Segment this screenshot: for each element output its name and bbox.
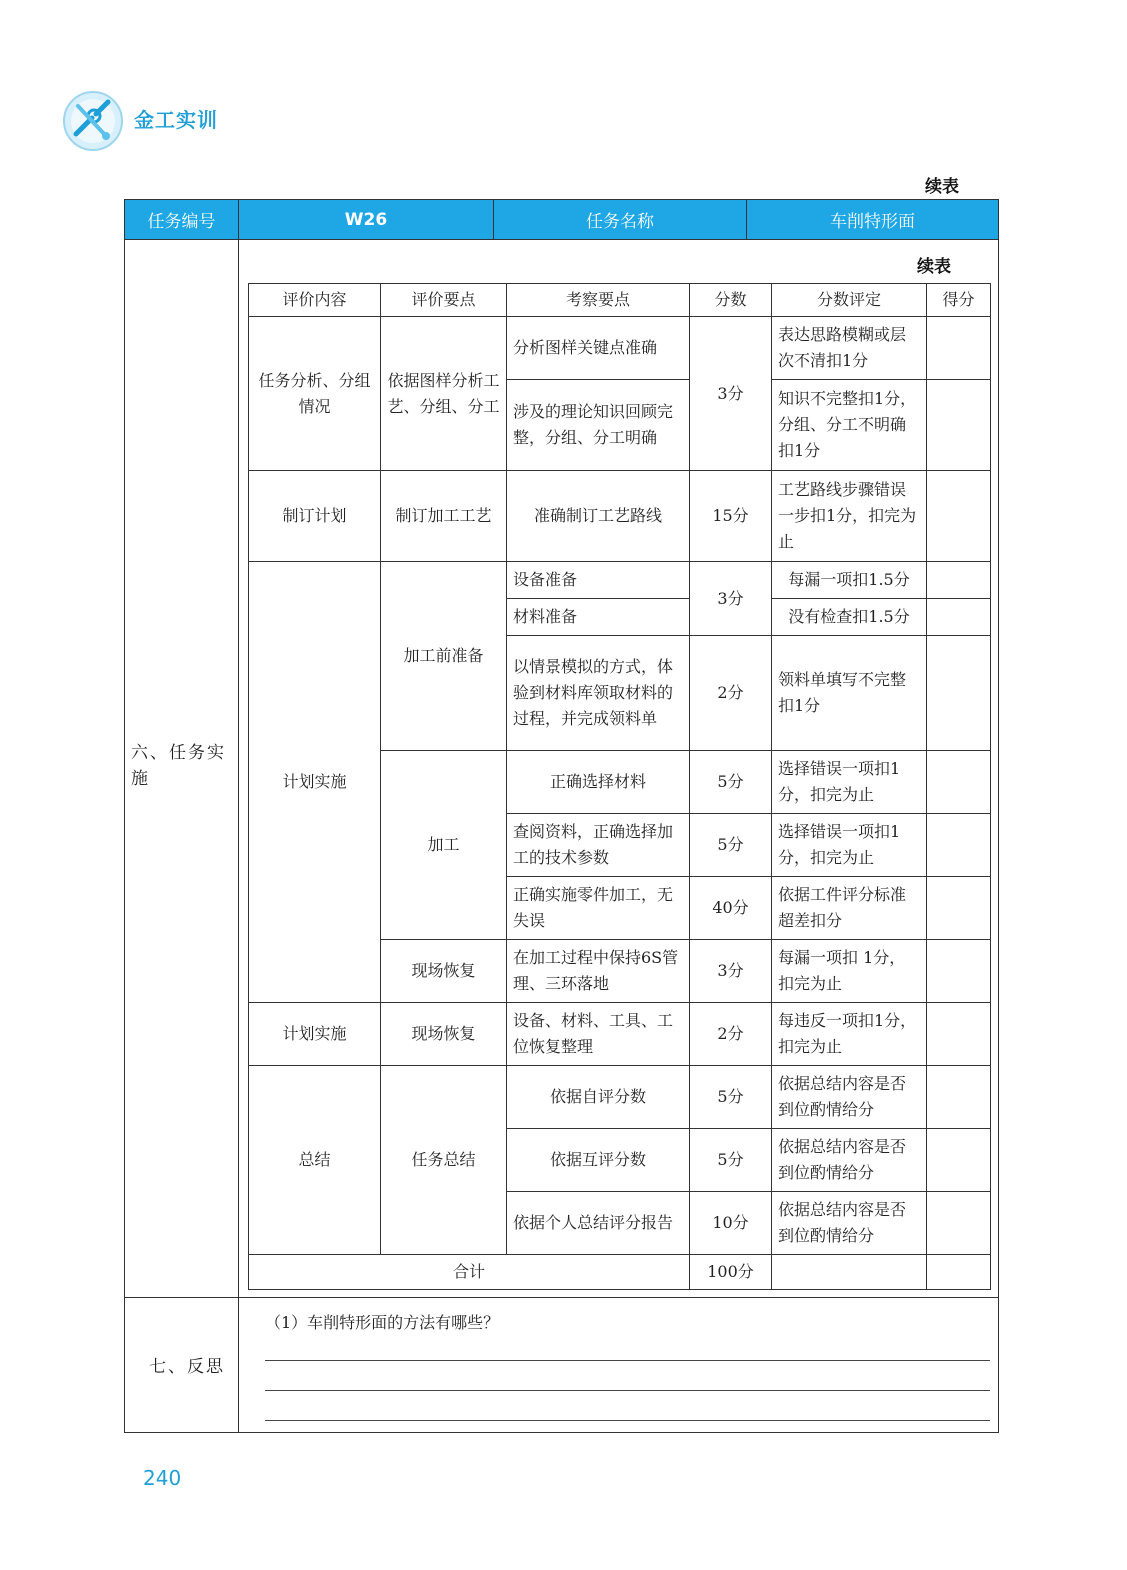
answer-line[interactable] bbox=[265, 1420, 990, 1421]
book-title: 金工实训 bbox=[134, 108, 218, 132]
check-point: 依据互评分数 bbox=[507, 1129, 690, 1192]
eval-point: 依据图样分析工艺、分组、分工 bbox=[381, 317, 507, 471]
score-rule: 选择错误一项扣1分，扣完为止 bbox=[772, 814, 927, 877]
score: 3分 bbox=[690, 940, 772, 1003]
answer-line[interactable] bbox=[265, 1390, 990, 1391]
eval-point: 制订加工工艺 bbox=[381, 471, 507, 562]
score: 2分 bbox=[690, 1003, 772, 1066]
score-rule: 依据工件评分标准超差扣分 bbox=[772, 877, 927, 940]
task-header-bar bbox=[125, 200, 998, 240]
total-score: 100分 bbox=[690, 1255, 772, 1290]
table-row bbox=[249, 471, 991, 562]
result-cell[interactable] bbox=[927, 599, 991, 636]
inner-continued-label: 续表 bbox=[917, 257, 951, 277]
score-rule: 表达思路模糊或层次不清扣1分 bbox=[772, 317, 927, 380]
result-cell[interactable] bbox=[927, 1066, 991, 1129]
reflection-question: （1）车削特形面的方法有哪些？ bbox=[265, 1313, 500, 1332]
result-cell[interactable] bbox=[927, 751, 991, 814]
result-cell[interactable] bbox=[927, 814, 991, 877]
answer-line[interactable] bbox=[265, 1360, 990, 1361]
check-point: 正确实施零件加工，无失误 bbox=[507, 877, 690, 940]
page-number: 240 bbox=[143, 1466, 182, 1490]
wrench-logo-icon bbox=[62, 90, 124, 152]
check-point: 准确制订工艺路线 bbox=[507, 471, 690, 562]
column-header: 考察要点 bbox=[507, 284, 690, 317]
evaluation-table bbox=[248, 283, 991, 1290]
result-cell[interactable] bbox=[927, 940, 991, 1003]
task-no-label: 任务编号 bbox=[125, 200, 239, 239]
table-row bbox=[249, 562, 991, 599]
check-point: 材料准备 bbox=[507, 599, 690, 636]
section-6-label: 六、任务实施 bbox=[131, 743, 226, 789]
total-label: 合计 bbox=[249, 1255, 690, 1290]
result-cell[interactable] bbox=[927, 380, 991, 471]
eval-content: 任务分析、分组情况 bbox=[249, 317, 381, 471]
section-7-label: 七、反思 bbox=[149, 1357, 225, 1377]
score: 5分 bbox=[690, 751, 772, 814]
result-cell[interactable] bbox=[927, 1192, 991, 1255]
score: 10分 bbox=[690, 1192, 772, 1255]
score-rule: 依据总结内容是否到位酌情给分 bbox=[772, 1192, 927, 1255]
eval-content: 计划实施 bbox=[249, 562, 381, 1003]
task-table bbox=[124, 199, 999, 1433]
score: 40分 bbox=[690, 877, 772, 940]
check-point: 在加工过程中保持6S管理、三环落地 bbox=[507, 940, 690, 1003]
check-point: 正确选择材料 bbox=[507, 751, 690, 814]
score-rule: 领料单填写不完整扣1分 bbox=[772, 636, 927, 751]
result-cell[interactable] bbox=[927, 636, 991, 751]
score: 15分 bbox=[690, 471, 772, 562]
score-rule: 依据总结内容是否到位酌情给分 bbox=[772, 1066, 927, 1129]
score-rule: 知识不完整扣1分，分组、分工不明确扣1分 bbox=[772, 380, 927, 471]
column-header: 评价内容 bbox=[249, 284, 381, 317]
task-no-value: W26 bbox=[239, 200, 494, 239]
eval-content: 计划实施 bbox=[249, 1003, 381, 1066]
continued-label: 续表 bbox=[925, 177, 959, 197]
result-cell[interactable] bbox=[927, 471, 991, 562]
score-rule: 依据总结内容是否到位酌情给分 bbox=[772, 1129, 927, 1192]
column-header: 分数评定 bbox=[772, 284, 927, 317]
eval-content: 总结 bbox=[249, 1066, 381, 1255]
check-point: 涉及的理论知识回顾完整，分组、分工明确 bbox=[507, 380, 690, 471]
table-row bbox=[249, 317, 991, 380]
column-header: 得分 bbox=[927, 284, 991, 317]
score: 5分 bbox=[690, 1129, 772, 1192]
total-row bbox=[249, 1255, 991, 1290]
check-point: 设备准备 bbox=[507, 562, 690, 599]
check-point: 查阅资料，正确选择加工的技术参数 bbox=[507, 814, 690, 877]
table-row bbox=[249, 1066, 991, 1129]
task-name-label: 任务名称 bbox=[494, 200, 747, 239]
eval-point: 任务总结 bbox=[381, 1066, 507, 1255]
result-cell[interactable] bbox=[927, 562, 991, 599]
score-rule: 没有检查扣1.5分 bbox=[772, 599, 927, 636]
column-header: 评价要点 bbox=[381, 284, 507, 317]
check-point: 依据自评分数 bbox=[507, 1066, 690, 1129]
score: 3分 bbox=[690, 317, 772, 471]
score: 3分 bbox=[690, 562, 772, 636]
score-rule: 每违反一项扣1分，扣完为止 bbox=[772, 1003, 927, 1066]
score: 2分 bbox=[690, 636, 772, 751]
check-point: 分析图样关键点准确 bbox=[507, 317, 690, 380]
score: 5分 bbox=[690, 814, 772, 877]
score-rule: 每漏一项扣 1分，扣完为止 bbox=[772, 940, 927, 1003]
eval-content: 制订计划 bbox=[249, 471, 381, 562]
result-cell[interactable] bbox=[927, 317, 991, 380]
total-rule-cell bbox=[772, 1255, 927, 1290]
eval-point: 加工前准备 bbox=[381, 562, 507, 751]
table-row bbox=[249, 1003, 991, 1066]
check-point: 设备、材料、工具、工位恢复整理 bbox=[507, 1003, 690, 1066]
task-name-value: 车削特形面 bbox=[830, 212, 915, 232]
score: 5分 bbox=[690, 1066, 772, 1129]
total-result-cell[interactable] bbox=[927, 1255, 991, 1290]
eval-point: 现场恢复 bbox=[381, 940, 507, 1003]
check-point: 以情景模拟的方式，体验到材料库领取材料的过程，并完成领料单 bbox=[507, 636, 690, 751]
check-point: 依据个人总结评分报告 bbox=[507, 1192, 690, 1255]
score-rule: 选择错误一项扣1分，扣完为止 bbox=[772, 751, 927, 814]
score-rule: 工艺路线步骤错误一步扣1分，扣完为止 bbox=[772, 471, 927, 562]
eval-point: 加工 bbox=[381, 751, 507, 940]
result-cell[interactable] bbox=[927, 1003, 991, 1066]
column-header: 分数 bbox=[690, 284, 772, 317]
score-rule: 每漏一项扣1.5分 bbox=[772, 562, 927, 599]
result-cell[interactable] bbox=[927, 877, 991, 940]
result-cell[interactable] bbox=[927, 1129, 991, 1192]
eval-point: 现场恢复 bbox=[381, 1003, 507, 1066]
table-header-row bbox=[249, 284, 991, 317]
